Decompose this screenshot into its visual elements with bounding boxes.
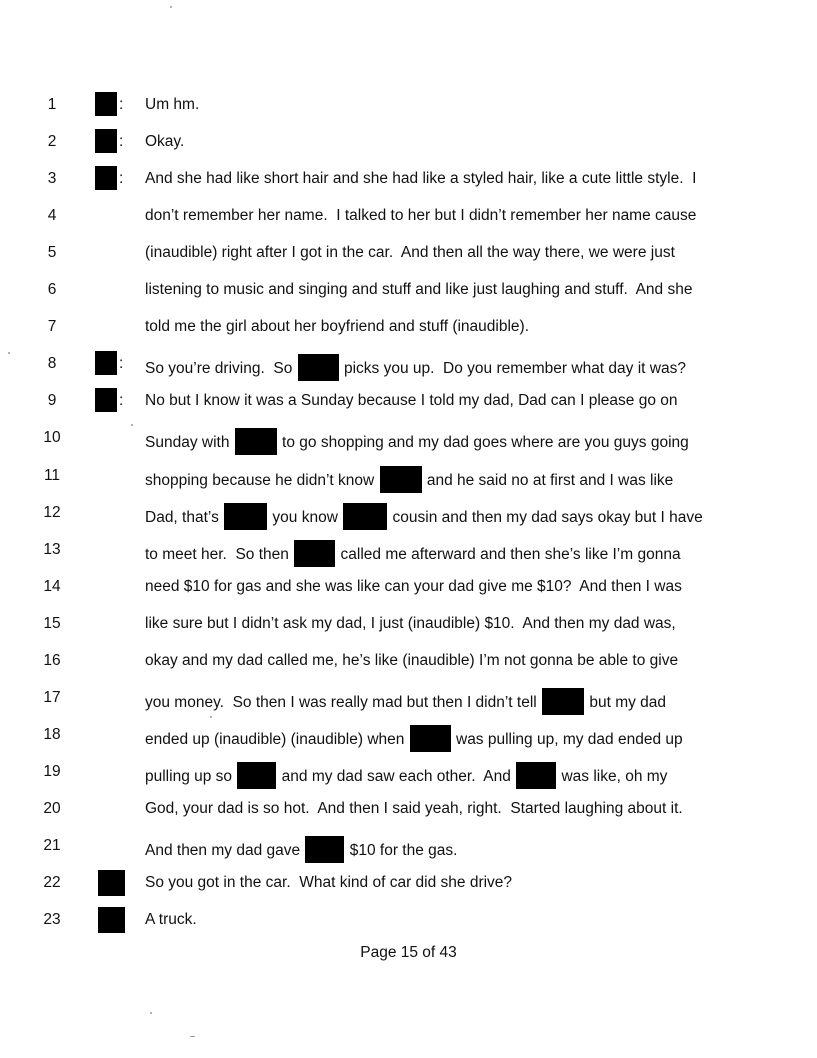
redaction-block xyxy=(224,503,267,530)
text-segment: And she had like short hair and she had like a styled hair, like a cute little style. I xyxy=(145,170,697,188)
text-segment: and he said no at first and I was like xyxy=(422,471,674,489)
line-number: 11 xyxy=(43,466,61,484)
transcript-line xyxy=(0,280,817,317)
text-segment: told me the girl about her boyfriend and stuff (inaudible). xyxy=(145,318,530,336)
line-number: 5 xyxy=(47,244,57,262)
line-number: 4 xyxy=(47,207,57,225)
text-segment: $10 for the gas. xyxy=(345,842,458,859)
redaction-block xyxy=(235,428,277,455)
text-segment: God, your dad is so hot. And then I said yeah, right. Started laughing about it. xyxy=(145,799,683,817)
redaction-block xyxy=(98,907,125,933)
line-text xyxy=(145,466,725,493)
text-segment: Dad, that’s xyxy=(145,508,224,526)
line-number: 2 xyxy=(47,133,57,151)
line-text xyxy=(145,391,725,411)
line-text xyxy=(145,428,725,455)
text-segment: A truck. xyxy=(145,911,197,929)
line-text xyxy=(145,836,725,863)
redaction-block xyxy=(380,466,422,493)
line-number: 1 xyxy=(47,96,57,113)
scan-speck xyxy=(131,424,133,426)
text-segment: (inaudible) right after I got in the car. And then all the way there, we were just xyxy=(145,244,675,262)
text-segment: you know xyxy=(268,508,343,526)
line-number: 19 xyxy=(43,762,61,780)
text-segment: to go shopping and my dad goes where are you guys going xyxy=(277,434,689,452)
text-segment: listening to music and singing and stuff and like just laughing and stuff. And she xyxy=(145,281,693,299)
text-segment: ended up (inaudible) (inaudible) when xyxy=(145,730,409,748)
line-number: 7 xyxy=(47,318,57,336)
redaction-block xyxy=(516,762,556,789)
redacted-speaker-label: : xyxy=(95,351,119,375)
transcript-line xyxy=(0,243,817,280)
transcript-line xyxy=(0,651,817,688)
line-text xyxy=(145,354,725,381)
line-number: 13 xyxy=(43,540,61,558)
redacted-speaker-label: : xyxy=(95,388,119,412)
line-number: 12 xyxy=(43,503,61,521)
redacted-speaker-label xyxy=(98,907,122,931)
transcript-line xyxy=(0,317,817,354)
text-segment: Um hm. xyxy=(145,96,200,113)
line-number: 22 xyxy=(43,874,61,892)
line-number: 16 xyxy=(43,651,61,669)
redaction-block xyxy=(542,688,584,715)
transcript-line xyxy=(0,428,817,465)
redacted-speaker-label: : xyxy=(95,92,119,116)
transcript-line xyxy=(0,577,817,614)
line-number: 18 xyxy=(43,725,61,743)
line-text xyxy=(145,725,725,752)
redaction-block xyxy=(98,870,125,896)
redaction-block xyxy=(95,388,117,412)
transcript-line xyxy=(0,614,817,651)
text-segment: was pulling up, my dad ended up xyxy=(451,730,683,748)
text-segment: to meet her. So then xyxy=(145,545,294,563)
redacted-speaker-label xyxy=(98,870,122,894)
line-text xyxy=(145,95,725,115)
text-segment: called me afterward and then she’s like I’m gonna xyxy=(336,545,681,563)
transcript-line xyxy=(0,503,817,540)
line-number: 8 xyxy=(47,355,57,373)
text-segment: So you got in the car. What kind of car did she drive? xyxy=(145,874,513,892)
line-text xyxy=(145,243,725,263)
line-text xyxy=(145,169,725,189)
scan-speck xyxy=(150,1012,152,1014)
transcript-line xyxy=(0,725,817,762)
line-number: 23 xyxy=(43,911,61,929)
transcript-line xyxy=(0,540,817,577)
line-number: 3 xyxy=(47,170,57,188)
line-text xyxy=(145,317,725,337)
text-segment: shopping because he didn’t know xyxy=(145,471,379,489)
text-segment: need $10 for gas and she was like can your dad give me $10? And then I was xyxy=(145,577,682,595)
transcript-line xyxy=(0,391,817,428)
text-segment: And then my dad gave xyxy=(145,842,305,859)
line-text xyxy=(145,280,725,300)
transcript-line xyxy=(0,132,817,169)
redaction-block xyxy=(410,725,451,752)
line-number: 15 xyxy=(43,614,61,632)
text-segment: and my dad saw each other. And xyxy=(277,767,516,785)
line-text xyxy=(145,799,725,819)
redaction-block xyxy=(305,836,344,863)
line-text xyxy=(145,910,725,930)
text-segment: So you’re driving. So xyxy=(145,360,297,378)
scan-speck xyxy=(190,1036,195,1037)
redaction-block xyxy=(95,129,117,153)
text-segment: Sunday with xyxy=(145,434,234,452)
line-text xyxy=(145,762,725,789)
redaction-block xyxy=(95,92,117,116)
line-number: 10 xyxy=(43,429,61,447)
redaction-block xyxy=(343,503,387,530)
transcript-line xyxy=(0,95,817,132)
line-text xyxy=(145,651,725,671)
redaction-block xyxy=(95,351,117,375)
transcript-line xyxy=(0,688,817,725)
scan-speck xyxy=(210,716,212,718)
line-text xyxy=(145,873,725,893)
text-segment: cousin and then my dad says okay but I have xyxy=(388,508,703,526)
line-text xyxy=(145,577,725,597)
page-footer: Page 15 of 43 xyxy=(360,944,457,961)
transcript-line xyxy=(0,873,817,910)
line-number: 17 xyxy=(43,688,61,706)
line-text xyxy=(145,503,725,530)
line-text xyxy=(145,540,725,567)
line-text xyxy=(145,132,725,152)
transcript-line xyxy=(0,799,817,836)
text-segment: you money. So then I was really mad but then I didn’t tell xyxy=(145,693,542,711)
line-number: 9 xyxy=(47,392,57,410)
redacted-speaker-label: : xyxy=(95,166,119,190)
text-segment: picks you up. Do you remember what day it was? xyxy=(339,360,686,378)
redacted-speaker-label: : xyxy=(95,129,119,153)
transcript-line xyxy=(0,466,817,503)
text-segment: No but I know it was a Sunday because I told my dad, Dad can I please go on xyxy=(145,392,678,410)
scan-speck xyxy=(170,6,172,8)
text-segment: okay and my dad called me, he’s like (inaudible) I’m not gonna be able to give xyxy=(145,651,679,669)
transcript-line xyxy=(0,836,817,873)
line-number: 14 xyxy=(43,577,61,595)
transcript-line xyxy=(0,762,817,799)
scan-speck xyxy=(8,352,10,354)
text-segment: Okay. xyxy=(145,133,185,151)
line-number: 21 xyxy=(43,837,61,854)
redaction-block xyxy=(298,354,339,381)
redaction-block xyxy=(95,166,117,190)
redaction-block xyxy=(237,762,276,789)
transcript-line xyxy=(0,354,817,391)
transcript-line xyxy=(0,910,817,947)
text-segment: but my dad xyxy=(585,693,667,711)
line-text xyxy=(145,206,725,226)
text-segment: don’t remember her name. I talked to her but I didn’t remember her name cause xyxy=(145,207,697,225)
line-number: 6 xyxy=(47,281,57,299)
text-segment: pulling up so xyxy=(145,767,237,785)
line-text xyxy=(145,688,725,715)
redaction-block xyxy=(294,540,335,567)
transcript-line xyxy=(0,206,817,243)
text-segment: like sure but I didn’t ask my dad, I just (inaudible) $10. And then my dad was, xyxy=(145,614,676,632)
line-number: 20 xyxy=(43,799,61,817)
text-segment: was like, oh my xyxy=(557,767,668,785)
transcript-line xyxy=(0,169,817,206)
line-text xyxy=(145,614,725,634)
